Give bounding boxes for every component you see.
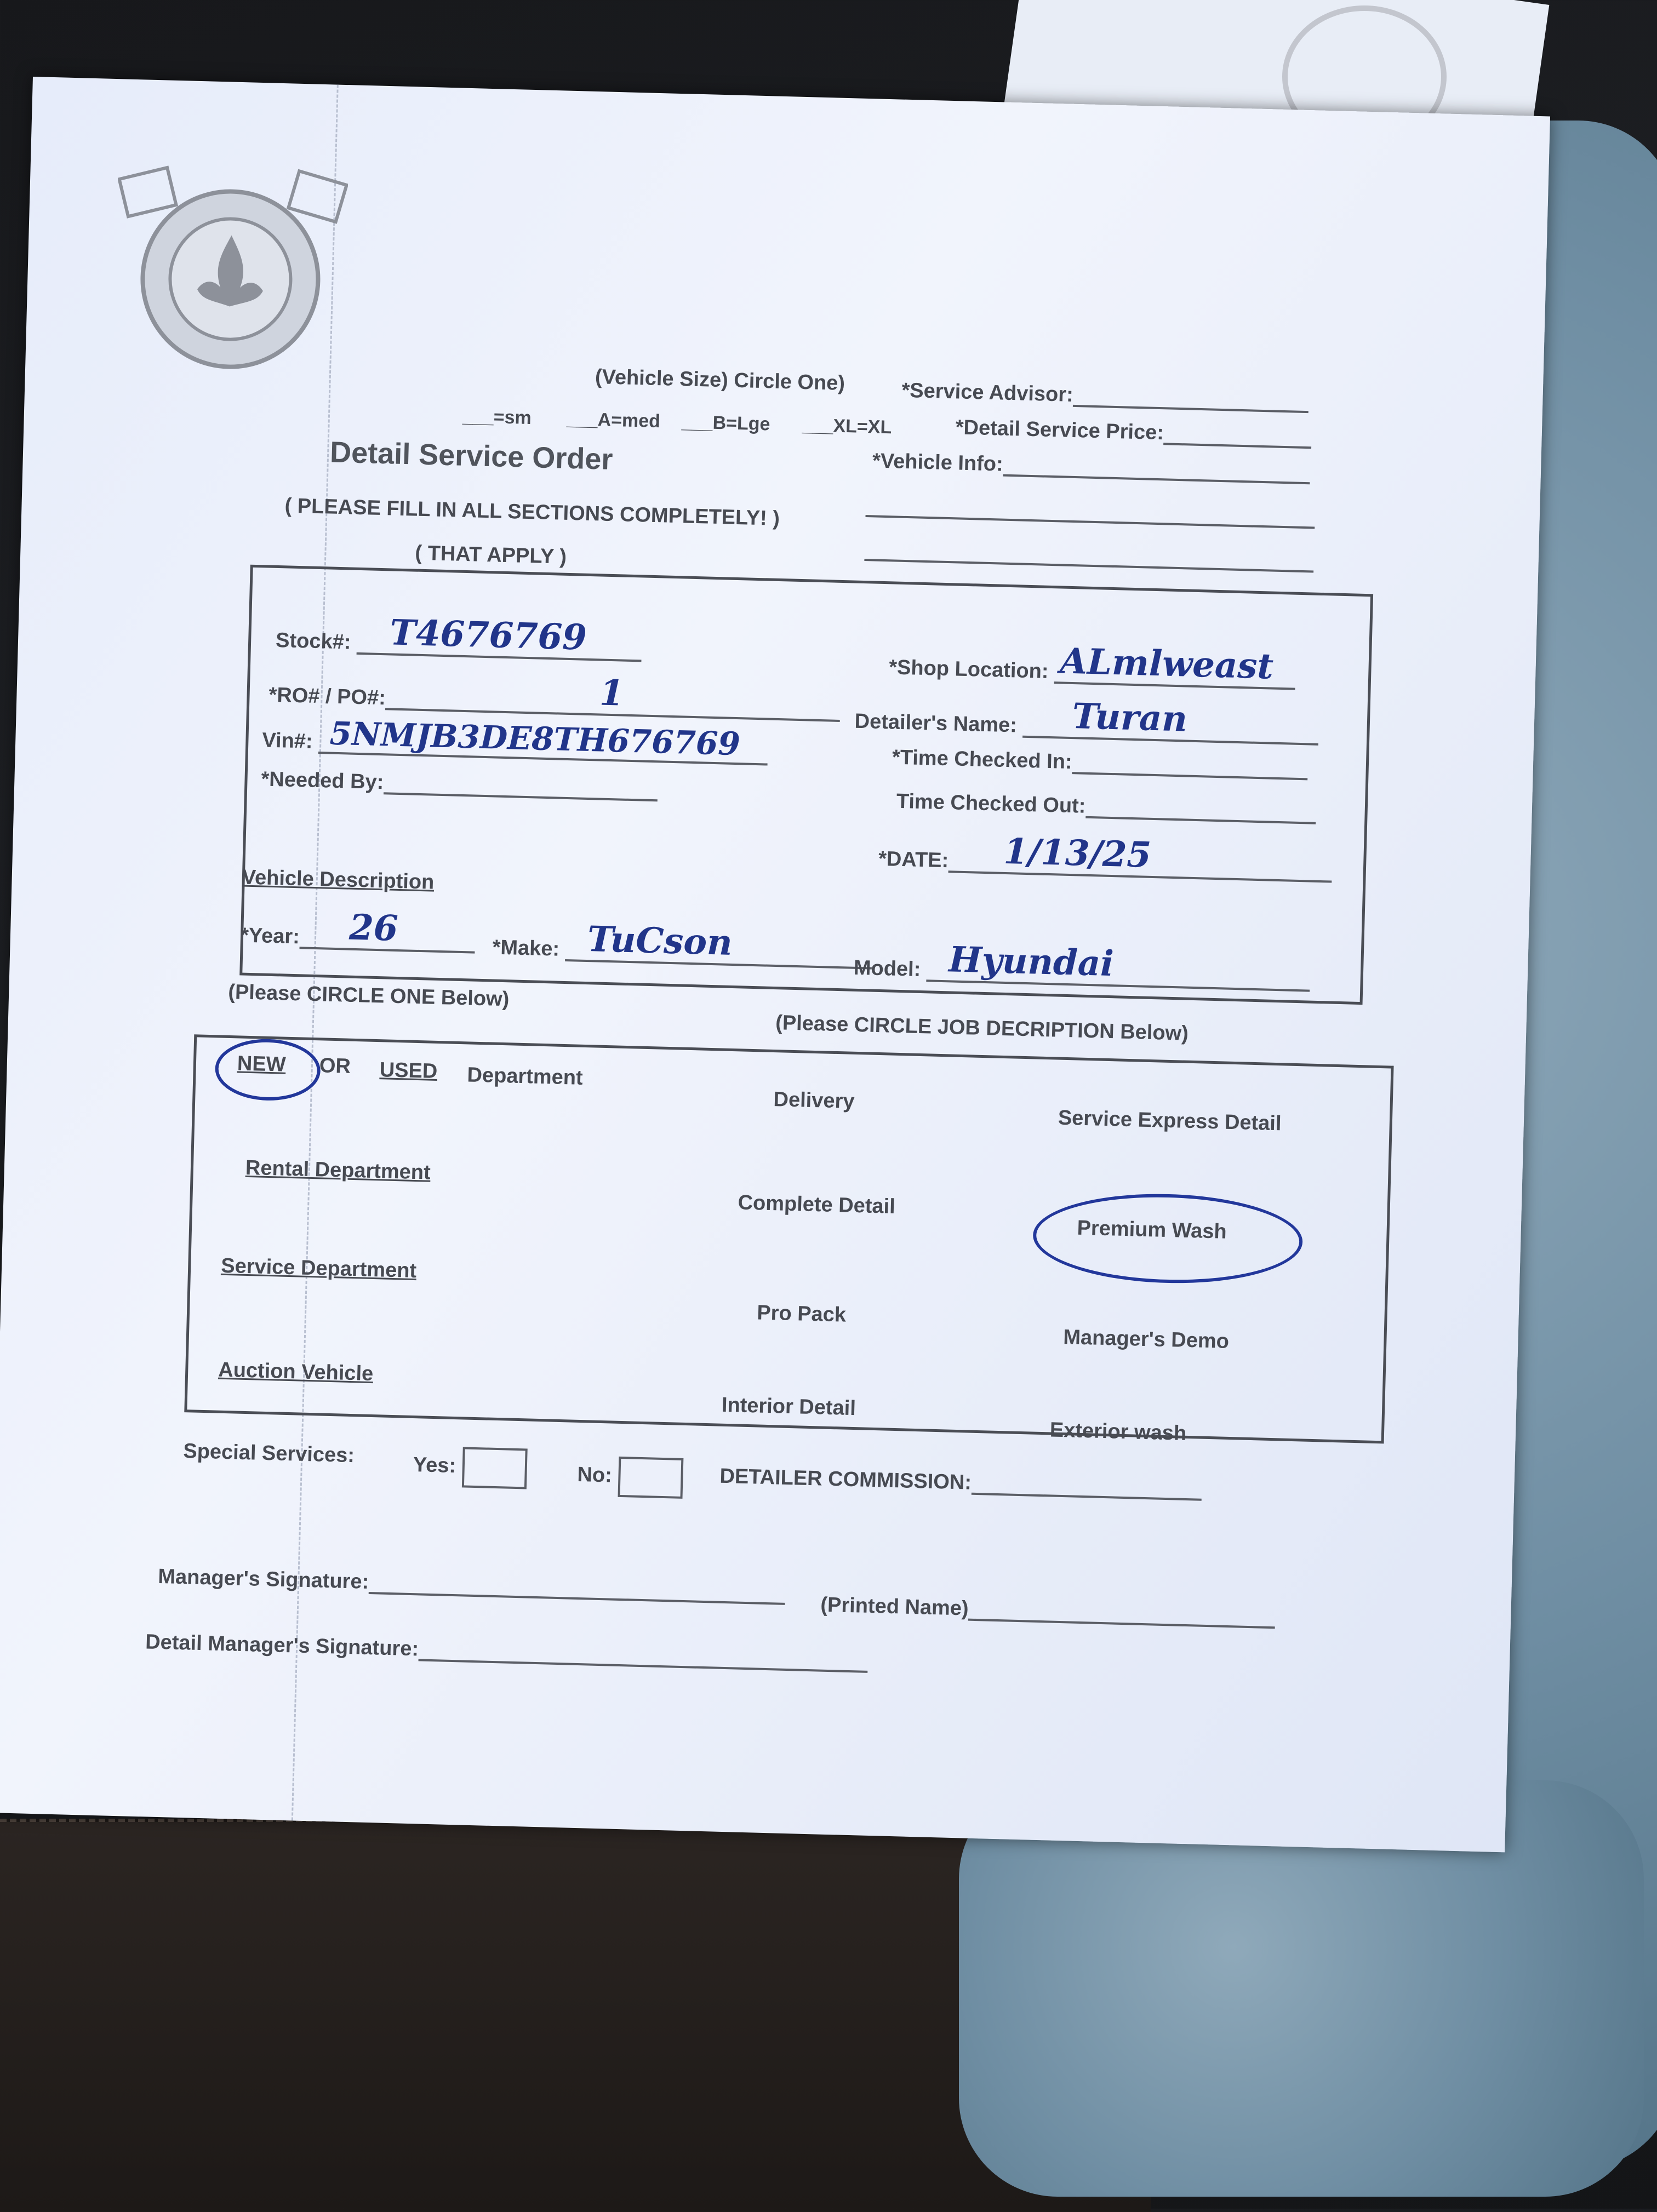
detail-manager-signature-label: Detail Manager's Signature: (145, 1630, 419, 1661)
job-complete-detail[interactable]: Complete Detail (738, 1191, 896, 1218)
year-label: *Year: (240, 924, 300, 949)
service-advisor-label: *Service Advisor: (901, 379, 1074, 406)
model-label: Model: (853, 956, 921, 981)
rental-department-option[interactable]: Rental Department (245, 1156, 431, 1184)
vehicle-info-field[interactable] (872, 449, 1310, 484)
fill-instruction: ( PLEASE FILL IN ALL SECTIONS COMPLETELY! ) (284, 494, 780, 530)
detail-manager-signature-field[interactable] (145, 1630, 869, 1673)
vehicle-info-label: *Vehicle Info: (872, 449, 1004, 476)
vehicle-info-line-2[interactable] (865, 515, 1315, 529)
circle-job-label: (Please CIRCLE JOB DECRIPTION Below) (775, 1011, 1189, 1045)
shop-location-value: ALmlweast (1059, 640, 1274, 687)
yes-label: Yes: (413, 1453, 456, 1478)
ro-po-label: *RO# / PO#: (268, 683, 386, 710)
detailer-name-label: Detailer's Name: (854, 709, 1018, 737)
job-service-express-detail[interactable]: Service Express Detail (1058, 1106, 1282, 1136)
printed-name-label: (Printed Name) (820, 1593, 969, 1620)
detail-service-order-form (0, 77, 1550, 1852)
service-department-option[interactable]: Service Department (220, 1254, 417, 1283)
size-option-xl: ___XL=XL (802, 414, 892, 438)
manager-signature-field[interactable] (158, 1565, 786, 1605)
vehicle-size-label: (Vehicle Size) Circle One) (595, 365, 845, 395)
new-option[interactable]: NEW (237, 1052, 287, 1076)
detail-price-label: *Detail Service Price: (955, 416, 1164, 445)
date-value: 1/13/25 (1003, 830, 1152, 876)
size-option-med: ___A=med (566, 408, 661, 432)
vin-label: Vin#: (261, 729, 313, 753)
date-label: *DATE: (878, 847, 949, 873)
department-text: Department (467, 1063, 584, 1090)
form-title: Detail Service Order (329, 435, 614, 476)
special-services-no[interactable] (577, 1455, 684, 1499)
dealership-seal-logo (113, 161, 348, 375)
vehicle-description-heading: Vehicle Description (242, 866, 435, 894)
job-delivery[interactable]: Delivery (773, 1088, 855, 1113)
manager-signature-label: Manager's Signature: (157, 1565, 369, 1594)
detailer-commission-field[interactable] (719, 1465, 1202, 1501)
make-value: TuCson (587, 919, 733, 964)
stock-label: Stock#: (275, 628, 352, 654)
no-checkbox[interactable] (618, 1457, 684, 1499)
time-out-label: Time Checked Out: (896, 789, 1086, 818)
size-option-sm: ___=sm (462, 405, 532, 429)
detailer-commission-label: DETAILER COMMISSION: (719, 1464, 972, 1494)
job-managers-demo[interactable]: Manager's Demo (1062, 1326, 1230, 1353)
ro-po-value: 1 (599, 672, 625, 714)
size-option-lge: ___B=Lge (681, 411, 770, 435)
make-label: *Make: (492, 936, 560, 961)
time-in-label: *Time Checked In: (892, 746, 1073, 774)
special-services-label: Special Services: (182, 1440, 355, 1468)
year-field[interactable] (241, 904, 476, 953)
special-services-yes[interactable] (413, 1446, 528, 1489)
job-exterior-wash[interactable]: Exterior wash (1049, 1418, 1187, 1445)
detailer-name-value: Turan (1071, 696, 1188, 740)
job-pro-pack[interactable]: Pro Pack (756, 1301, 847, 1327)
vehicle-info-line-3[interactable] (864, 559, 1313, 572)
year-value: 26 (348, 907, 399, 949)
shop-location-label: *Shop Location: (888, 656, 1049, 683)
circle-one-label: (Please CIRCLE ONE Below) (227, 980, 510, 1011)
vin-value: 5NMJB3DE8TH676769 (329, 714, 741, 763)
that-apply-note: ( THAT APPLY ) (414, 541, 567, 569)
job-premium-wash[interactable]: Premium Wash (1077, 1216, 1227, 1243)
used-option[interactable]: USED (379, 1058, 438, 1083)
printed-name-field[interactable] (820, 1594, 1276, 1629)
or-text: OR (319, 1054, 351, 1078)
yes-checkbox[interactable] (462, 1447, 528, 1489)
no-label: No: (576, 1463, 613, 1487)
needed-by-label: *Needed By: (261, 767, 384, 794)
stock-value: T4676769 (389, 612, 587, 658)
auction-vehicle-option[interactable]: Auction Vehicle (218, 1358, 374, 1386)
model-value: Hyundai (948, 939, 1115, 985)
detail-price-field[interactable] (955, 416, 1312, 449)
service-advisor-field[interactable] (901, 379, 1309, 413)
job-interior-detail[interactable]: Interior Detail (721, 1393, 856, 1420)
